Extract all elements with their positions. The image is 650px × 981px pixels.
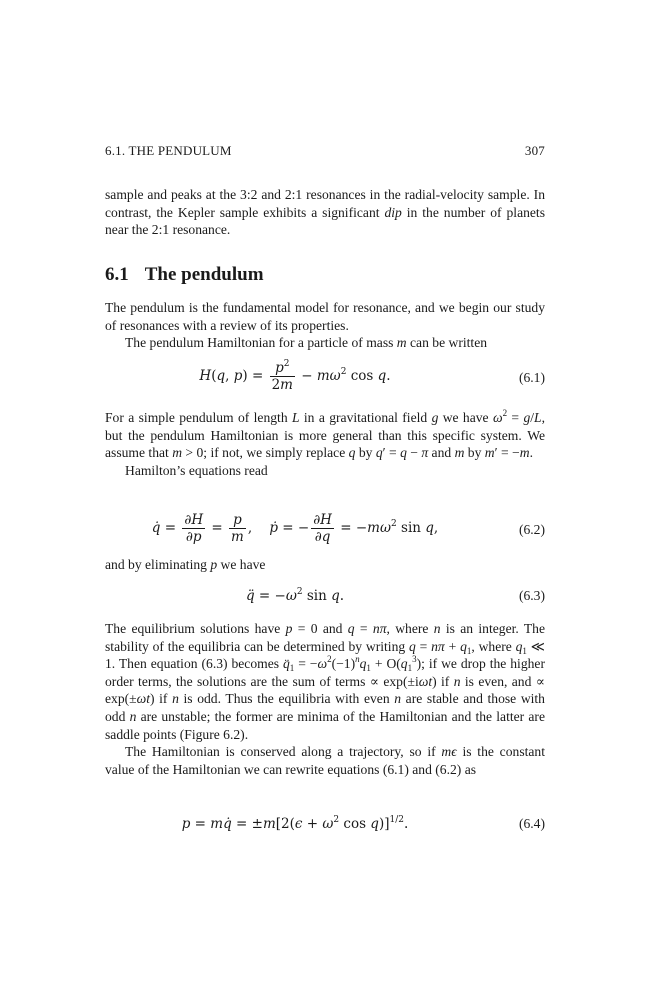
equation-6-3: q̈ = $-\omega^2$ sin q. (6.3) — [245, 587, 545, 604]
paragraph-3-text-d: , but the pendulum Hamiltonian is more general than this specific system. We assume that — [105, 410, 545, 461]
equation-label-6-2: (6.2) — [518, 522, 545, 537]
paragraph-3-text-b: in a gravitational field — [299, 410, 432, 425]
paragraph-3-text-e: ; if not, we simply replace — [203, 445, 349, 461]
paragraph-6-text-d: is an integer. The stability of the equilibria can be determined by writing — [105, 621, 545, 654]
paragraph-6-text-m: are unstable; the former are minima of the Hamiltonian and the latter are saddle points (Figure 6.2). — [105, 708, 545, 742]
paragraph-1: The pendulum is the fundamental model for resonance, and we begin our study of resonances with a review of its properties. The pendulum Hamiltonian for a particle of mass m can be written — [105, 300, 545, 351]
page-number: 307 — [524, 143, 545, 158]
paragraph-5: and by eliminating p we have — [105, 557, 266, 572]
section-title: The pendulum — [144, 264, 264, 285]
paragraph-3-text-f: by — [355, 445, 376, 461]
paragraph-3-text-g: and — [428, 445, 455, 461]
paragraph-6-text-f: . Then equation (6.3) becomes — [111, 656, 283, 672]
paragraph-4-text: Hamilton’s equations read — [125, 462, 268, 478]
paragraph-5-text-a: and by eliminating — [105, 557, 211, 572]
paragraph-6: The equilibrium solutions have p = 0 and q = nπ, where n is an integer. The stability of the equilibria can be determined by writing $q = n\pi + q_1$, where $q_1$ ≪ 1. Then equation (6.3) becomes $q̈_1 = -\omega^2(-1)^nq_1 + O(q_1^3)$; if we drop the higher order terms, the solutions are the sum of terms ∝ exp(±iωt) if n is even, and ∝ exp(±ωt) if n is odd. Thus the equilibria with even n are stable and those with odd n are unstable; the former are minima of the Hamiltonian and the latter are saddle points (Figure 6.2). The Hamiltonian is conserved along a trajectory, so if mϵ is the constant value of the Hamiltonian we can rewrite equations (6.1) and (6.2) as — [105, 621, 545, 777]
equation-label-6-4: (6.4) — [518, 816, 545, 831]
section-heading — [105, 264, 264, 286]
intro-emphasis: dip — [384, 204, 402, 220]
paragraph-6-text-e: , where — [471, 638, 516, 654]
equation-6-1: H(q, p) = $\frac{p^2}{2m}$ − $m\omega^2$ cos q. (6.1) — [199, 359, 545, 393]
paragraph-2-text-b: can be written — [406, 335, 488, 351]
paragraph-6-text-l: are stable and those with odd — [105, 691, 545, 724]
paragraph-3-text-a: For a simple pendulum of length — [105, 410, 292, 425]
paragraph-6-text-a: The equilibrium solutions have — [105, 621, 286, 636]
paragraph-6-text-h: if — [436, 673, 454, 689]
running-head-section: 6.1. THE PENDULUM — [105, 143, 232, 158]
paragraph-6-text-i: is even, and ∝ — [460, 673, 545, 689]
equation-label-6-1: (6.1) — [518, 370, 545, 385]
paragraph-6-text-c: , where — [386, 621, 434, 636]
paragraph-3-text-c: we have — [438, 410, 493, 425]
paragraph-2-text-a: The pendulum Hamiltonian for a particle of mass — [125, 335, 397, 351]
intro-paragraph — [105, 186, 545, 239]
paragraph-3: For a simple pendulum of length L in a gravitational field g we have $\omega^2 = g/L$, but the pendulum Hamiltonian is more general than this specific system. We assume that m > 0; if not, we simply replace q by q′ = q − π and m by m′ = −m. Hamilton’s equations read — [105, 408, 545, 478]
paragraph-3-text-h: by — [464, 445, 485, 461]
section-number: 6.1 — [105, 264, 129, 285]
equation-6-4: p = mq̇ = $\pm m[2(\epsilon + \omega^2$ cos q)]$^{1/2}$. (6.4) — [181, 815, 545, 832]
paragraph-7-text-b: is the constant value of the Hamiltonian we can rewrite equations (6.1) and (6.2) as — [105, 744, 545, 777]
paragraph-7-text-a: The Hamiltonian is conserved along a trajectory, so if — [125, 744, 442, 760]
intro-text-2: in the number of planets near the 2:1 resonance. — [105, 204, 545, 238]
intro-text-1: sample and peaks at the 3:2 and 2:1 resonances in the radial-velocity sample. In contrast, the Kepler sample exhibits a significant — [105, 187, 545, 220]
paragraph-6-text-j: if — [154, 691, 173, 707]
equation-6-2: q̇ = $\frac{\partial H}{\partial p}$ = $\frac{p}{m}$ , ṗ = − $\frac{\partial H}{\partial q}$ = $-m\omega^2$ sin q, (6.2) — [151, 512, 545, 545]
equation-label-6-3: (6.3) — [518, 588, 545, 603]
paragraph-5-text-b: we have — [217, 557, 266, 572]
paragraph-6-text-b: and — [317, 621, 348, 636]
paragraph-1-text: The pendulum is the fundamental model for resonance, and we begin our study of resonances with a review of its properties. — [105, 300, 545, 333]
paragraph-6-text-k: is odd. Thus the equilibria with even — [178, 691, 395, 707]
paragraph-6-text-g: ; if we drop the higher order terms, the solutions are the sum of terms ∝ — [105, 656, 545, 689]
